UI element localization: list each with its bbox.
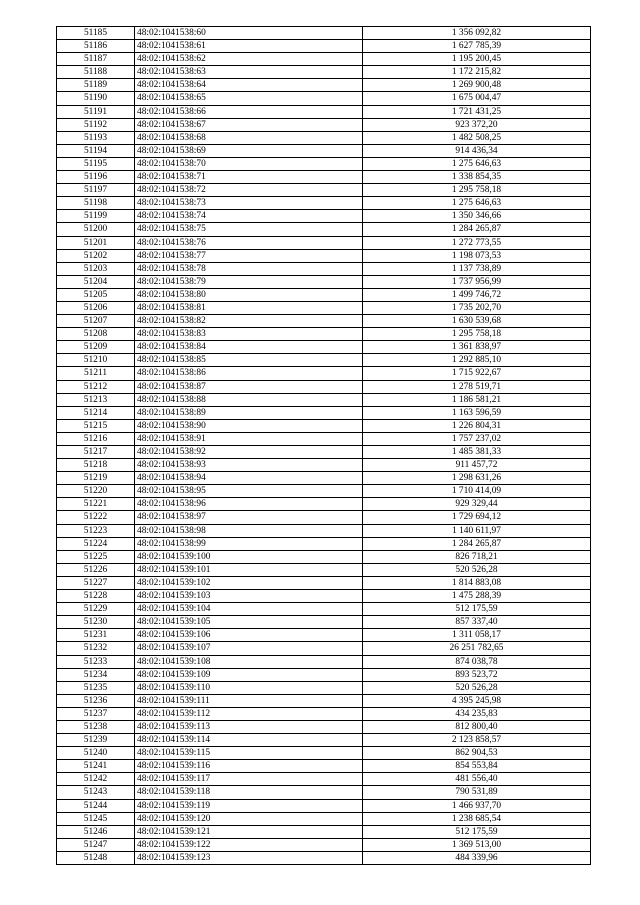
cadastral-number-cell: 48:02:1041538:78 <box>135 262 363 275</box>
cadastral-value-cell: 1 485 381,33 <box>363 446 591 459</box>
table-row <box>57 171 591 184</box>
row-number-cell: 51238 <box>57 720 135 733</box>
cadastral-number-cell: 48:02:1041539:109 <box>135 668 363 681</box>
table-row <box>57 760 591 773</box>
cadastral-value-cell: 1 226 804,31 <box>363 419 591 432</box>
cadastral-number-cell: 48:02:1041539:110 <box>135 681 363 694</box>
cadastral-value-cell: 1 715 922,67 <box>363 367 591 380</box>
table-row <box>57 576 591 589</box>
cadastral-value-cell: 1 356 092,82 <box>363 27 591 40</box>
cadastral-value-cell: 1 284 265,87 <box>363 223 591 236</box>
cadastral-number-cell: 48:02:1041539:121 <box>135 825 363 838</box>
cadastral-number-cell: 48:02:1041539:108 <box>135 655 363 668</box>
row-number-cell: 51199 <box>57 210 135 223</box>
cadastral-value-cell: 484 339,96 <box>363 851 591 864</box>
row-number-cell: 51203 <box>57 262 135 275</box>
cadastral-value-cell: 812 800,40 <box>363 720 591 733</box>
cadastral-number-cell: 48:02:1041539:104 <box>135 603 363 616</box>
table-row <box>57 590 591 603</box>
cadastral-value-cell: 1 466 937,70 <box>363 799 591 812</box>
cadastral-value-cell: 1 499 746,72 <box>363 288 591 301</box>
table-row <box>57 419 591 432</box>
cadastral-number-cell: 48:02:1041538:75 <box>135 223 363 236</box>
cadastral-number-cell: 48:02:1041538:62 <box>135 53 363 66</box>
cadastral-number-cell: 48:02:1041539:100 <box>135 550 363 563</box>
row-number-cell: 51224 <box>57 537 135 550</box>
row-number-cell: 51192 <box>57 118 135 131</box>
cadastral-number-cell: 48:02:1041538:91 <box>135 432 363 445</box>
table-row <box>57 773 591 786</box>
cadastral-value-cell: 1 361 838,97 <box>363 341 591 354</box>
row-number-cell: 51217 <box>57 446 135 459</box>
cadastral-value-cell: 1 369 513,00 <box>363 838 591 851</box>
row-number-cell: 51231 <box>57 629 135 642</box>
cadastral-number-cell: 48:02:1041538:76 <box>135 236 363 249</box>
table-row <box>57 524 591 537</box>
row-number-cell: 51245 <box>57 812 135 825</box>
row-number-cell: 51196 <box>57 171 135 184</box>
cadastral-number-cell: 48:02:1041538:60 <box>135 27 363 40</box>
cadastral-number-cell: 48:02:1041539:103 <box>135 590 363 603</box>
cadastral-number-cell: 48:02:1041538:64 <box>135 79 363 92</box>
cadastral-value-table <box>56 26 591 865</box>
row-number-cell: 51210 <box>57 354 135 367</box>
cadastral-value-cell: 1 195 200,45 <box>363 53 591 66</box>
cadastral-number-cell: 48:02:1041538:83 <box>135 328 363 341</box>
cadastral-number-cell: 48:02:1041538:63 <box>135 66 363 79</box>
cadastral-number-cell: 48:02:1041538:68 <box>135 131 363 144</box>
row-number-cell: 51187 <box>57 53 135 66</box>
row-number-cell: 51200 <box>57 223 135 236</box>
table-row <box>57 498 591 511</box>
cadastral-number-cell: 48:02:1041538:72 <box>135 184 363 197</box>
table-row <box>57 328 591 341</box>
table-body <box>57 27 591 865</box>
table-row <box>57 367 591 380</box>
cadastral-number-cell: 48:02:1041538:87 <box>135 380 363 393</box>
cadastral-number-cell: 48:02:1041538:65 <box>135 92 363 105</box>
table-row <box>57 707 591 720</box>
cadastral-number-cell: 48:02:1041538:98 <box>135 524 363 537</box>
cadastral-value-cell: 1 292 885,10 <box>363 354 591 367</box>
row-number-cell: 51242 <box>57 773 135 786</box>
row-number-cell: 51189 <box>57 79 135 92</box>
cadastral-number-cell: 48:02:1041538:93 <box>135 459 363 472</box>
row-number-cell: 51236 <box>57 694 135 707</box>
table-row <box>57 432 591 445</box>
cadastral-number-cell: 48:02:1041538:82 <box>135 315 363 328</box>
row-number-cell: 51219 <box>57 472 135 485</box>
cadastral-number-cell: 48:02:1041539:113 <box>135 720 363 733</box>
cadastral-number-cell: 48:02:1041538:69 <box>135 144 363 157</box>
table-row <box>57 341 591 354</box>
cadastral-value-cell: 1 272 773,55 <box>363 236 591 249</box>
table-row <box>57 393 591 406</box>
table-row <box>57 301 591 314</box>
cadastral-number-cell: 48:02:1041539:119 <box>135 799 363 812</box>
cadastral-number-cell: 48:02:1041539:115 <box>135 747 363 760</box>
cadastral-value-cell: 1 338 854,35 <box>363 171 591 184</box>
table-row <box>57 629 591 642</box>
cadastral-value-cell: 893 523,72 <box>363 668 591 681</box>
table-row <box>57 511 591 524</box>
cadastral-number-cell: 48:02:1041538:73 <box>135 197 363 210</box>
table-row <box>57 92 591 105</box>
row-number-cell: 51233 <box>57 655 135 668</box>
row-number-cell: 51246 <box>57 825 135 838</box>
cadastral-value-cell: 512 175,59 <box>363 825 591 838</box>
row-number-cell: 51244 <box>57 799 135 812</box>
cadastral-number-cell: 48:02:1041538:88 <box>135 393 363 406</box>
table-row <box>57 799 591 812</box>
cadastral-value-cell: 874 038,78 <box>363 655 591 668</box>
row-number-cell: 51197 <box>57 184 135 197</box>
row-number-cell: 51215 <box>57 419 135 432</box>
row-number-cell: 51201 <box>57 236 135 249</box>
table-row <box>57 642 591 655</box>
cadastral-value-cell: 1 172 215,82 <box>363 66 591 79</box>
table-row <box>57 262 591 275</box>
row-number-cell: 51222 <box>57 511 135 524</box>
cadastral-value-cell: 1 757 237,02 <box>363 432 591 445</box>
cadastral-value-cell: 434 235,83 <box>363 707 591 720</box>
row-number-cell: 51213 <box>57 393 135 406</box>
table-row <box>57 197 591 210</box>
cadastral-number-cell: 48:02:1041538:85 <box>135 354 363 367</box>
cadastral-number-cell: 48:02:1041538:81 <box>135 301 363 314</box>
cadastral-value-cell: 520 526,28 <box>363 563 591 576</box>
table-row <box>57 223 591 236</box>
table-row <box>57 105 591 118</box>
cadastral-number-cell: 48:02:1041538:96 <box>135 498 363 511</box>
cadastral-value-cell: 1 298 631,26 <box>363 472 591 485</box>
cadastral-value-cell: 1 295 758,18 <box>363 184 591 197</box>
cadastral-number-cell: 48:02:1041538:70 <box>135 157 363 170</box>
cadastral-value-cell: 1 482 508,25 <box>363 131 591 144</box>
cadastral-value-cell: 1 735 202,70 <box>363 301 591 314</box>
table-row <box>57 249 591 262</box>
cadastral-value-cell: 1 729 694,12 <box>363 511 591 524</box>
cadastral-number-cell: 48:02:1041538:97 <box>135 511 363 524</box>
cadastral-value-cell: 911 457,72 <box>363 459 591 472</box>
table-row <box>57 681 591 694</box>
cadastral-number-cell: 48:02:1041538:71 <box>135 171 363 184</box>
table-row <box>57 812 591 825</box>
cadastral-value-cell: 512 175,59 <box>363 603 591 616</box>
table-row <box>57 563 591 576</box>
row-number-cell: 51234 <box>57 668 135 681</box>
table-row <box>57 144 591 157</box>
cadastral-value-cell: 2 123 858,57 <box>363 734 591 747</box>
table-row <box>57 734 591 747</box>
row-number-cell: 51195 <box>57 157 135 170</box>
table-row <box>57 825 591 838</box>
table-row <box>57 157 591 170</box>
row-number-cell: 51237 <box>57 707 135 720</box>
table-row <box>57 851 591 864</box>
cadastral-number-cell: 48:02:1041538:92 <box>135 446 363 459</box>
row-number-cell: 51226 <box>57 563 135 576</box>
cadastral-number-cell: 48:02:1041539:116 <box>135 760 363 773</box>
table-row <box>57 747 591 760</box>
table-row <box>57 550 591 563</box>
cadastral-value-cell: 1 295 758,18 <box>363 328 591 341</box>
row-number-cell: 51218 <box>57 459 135 472</box>
row-number-cell: 51191 <box>57 105 135 118</box>
cadastral-number-cell: 48:02:1041538:74 <box>135 210 363 223</box>
cadastral-value-cell: 1 140 611,97 <box>363 524 591 537</box>
table-row <box>57 354 591 367</box>
cadastral-value-cell: 1 275 646,63 <box>363 157 591 170</box>
row-number-cell: 51193 <box>57 131 135 144</box>
row-number-cell: 51204 <box>57 275 135 288</box>
row-number-cell: 51229 <box>57 603 135 616</box>
cadastral-number-cell: 48:02:1041538:90 <box>135 419 363 432</box>
row-number-cell: 51239 <box>57 734 135 747</box>
row-number-cell: 51194 <box>57 144 135 157</box>
cadastral-number-cell: 48:02:1041539:114 <box>135 734 363 747</box>
cadastral-value-cell: 1 630 539,68 <box>363 315 591 328</box>
row-number-cell: 51190 <box>57 92 135 105</box>
row-number-cell: 51209 <box>57 341 135 354</box>
cadastral-value-cell: 1 814 883,08 <box>363 576 591 589</box>
cadastral-value-cell: 520 526,28 <box>363 681 591 694</box>
cadastral-value-cell: 1 710 414,09 <box>363 485 591 498</box>
cadastral-value-cell: 914 436,34 <box>363 144 591 157</box>
cadastral-value-cell: 1 350 346,66 <box>363 210 591 223</box>
cadastral-value-cell: 481 556,40 <box>363 773 591 786</box>
cadastral-number-cell: 48:02:1041539:122 <box>135 838 363 851</box>
row-number-cell: 51212 <box>57 380 135 393</box>
cadastral-value-cell: 26 251 782,65 <box>363 642 591 655</box>
cadastral-value-cell: 1 278 519,71 <box>363 380 591 393</box>
row-number-cell: 51227 <box>57 576 135 589</box>
table-row <box>57 79 591 92</box>
table-row <box>57 720 591 733</box>
row-number-cell: 51186 <box>57 40 135 53</box>
cadastral-number-cell: 48:02:1041538:99 <box>135 537 363 550</box>
row-number-cell: 51208 <box>57 328 135 341</box>
row-number-cell: 51188 <box>57 66 135 79</box>
cadastral-value-cell: 826 718,21 <box>363 550 591 563</box>
cadastral-value-cell: 790 531,89 <box>363 786 591 799</box>
cadastral-value-cell: 923 372,20 <box>363 118 591 131</box>
table-row <box>57 27 591 40</box>
table-row <box>57 380 591 393</box>
table-row <box>57 655 591 668</box>
cadastral-number-cell: 48:02:1041539:118 <box>135 786 363 799</box>
cadastral-number-cell: 48:02:1041539:120 <box>135 812 363 825</box>
table-row <box>57 288 591 301</box>
cadastral-value-cell: 929 329,44 <box>363 498 591 511</box>
table-row <box>57 40 591 53</box>
row-number-cell: 51235 <box>57 681 135 694</box>
row-number-cell: 51241 <box>57 760 135 773</box>
table-row <box>57 315 591 328</box>
cadastral-number-cell: 48:02:1041539:123 <box>135 851 363 864</box>
cadastral-number-cell: 48:02:1041538:84 <box>135 341 363 354</box>
cadastral-number-cell: 48:02:1041539:117 <box>135 773 363 786</box>
cadastral-number-cell: 48:02:1041538:61 <box>135 40 363 53</box>
table-row <box>57 118 591 131</box>
cadastral-number-cell: 48:02:1041538:77 <box>135 249 363 262</box>
row-number-cell: 51214 <box>57 406 135 419</box>
row-number-cell: 51211 <box>57 367 135 380</box>
cadastral-value-cell: 1 238 685,54 <box>363 812 591 825</box>
row-number-cell: 51206 <box>57 301 135 314</box>
table-row <box>57 184 591 197</box>
cadastral-number-cell: 48:02:1041538:86 <box>135 367 363 380</box>
row-number-cell: 51216 <box>57 432 135 445</box>
cadastral-number-cell: 48:02:1041538:80 <box>135 288 363 301</box>
cadastral-number-cell: 48:02:1041539:112 <box>135 707 363 720</box>
row-number-cell: 51202 <box>57 249 135 262</box>
cadastral-value-cell: 1 198 073,53 <box>363 249 591 262</box>
cadastral-value-cell: 1 269 900,48 <box>363 79 591 92</box>
cadastral-number-cell: 48:02:1041538:79 <box>135 275 363 288</box>
table-row <box>57 131 591 144</box>
cadastral-value-cell: 1 675 004,47 <box>363 92 591 105</box>
cadastral-value-cell: 1 721 431,25 <box>363 105 591 118</box>
table-row <box>57 485 591 498</box>
row-number-cell: 51207 <box>57 315 135 328</box>
row-number-cell: 51225 <box>57 550 135 563</box>
cadastral-value-cell: 1 475 288,39 <box>363 590 591 603</box>
cadastral-value-cell: 857 337,40 <box>363 616 591 629</box>
cadastral-value-cell: 1 137 738,89 <box>363 262 591 275</box>
row-number-cell: 51230 <box>57 616 135 629</box>
table-row <box>57 603 591 616</box>
cadastral-number-cell: 48:02:1041538:66 <box>135 105 363 118</box>
cadastral-number-cell: 48:02:1041539:106 <box>135 629 363 642</box>
cadastral-value-cell: 862 904,53 <box>363 747 591 760</box>
row-number-cell: 51240 <box>57 747 135 760</box>
table-row <box>57 446 591 459</box>
cadastral-number-cell: 48:02:1041538:95 <box>135 485 363 498</box>
row-number-cell: 51228 <box>57 590 135 603</box>
table-row <box>57 616 591 629</box>
table-row <box>57 236 591 249</box>
table-row <box>57 66 591 79</box>
cadastral-value-cell: 1 737 956,99 <box>363 275 591 288</box>
cadastral-value-cell: 854 553,84 <box>363 760 591 773</box>
table-row <box>57 53 591 66</box>
table-row <box>57 275 591 288</box>
row-number-cell: 51185 <box>57 27 135 40</box>
cadastral-value-cell: 1 311 058,17 <box>363 629 591 642</box>
cadastral-number-cell: 48:02:1041539:107 <box>135 642 363 655</box>
cadastral-number-cell: 48:02:1041539:101 <box>135 563 363 576</box>
cadastral-number-cell: 48:02:1041539:111 <box>135 694 363 707</box>
table-row <box>57 210 591 223</box>
cadastral-value-cell: 1 275 646,63 <box>363 197 591 210</box>
table-row <box>57 668 591 681</box>
table-row <box>57 537 591 550</box>
row-number-cell: 51232 <box>57 642 135 655</box>
row-number-cell: 51243 <box>57 786 135 799</box>
row-number-cell: 51198 <box>57 197 135 210</box>
cadastral-value-cell: 1 163 596,59 <box>363 406 591 419</box>
row-number-cell: 51248 <box>57 851 135 864</box>
table-row <box>57 694 591 707</box>
cadastral-value-cell: 1 186 581,21 <box>363 393 591 406</box>
cadastral-value-cell: 1 284 265,87 <box>363 537 591 550</box>
cadastral-number-cell: 48:02:1041538:67 <box>135 118 363 131</box>
cadastral-number-cell: 48:02:1041539:105 <box>135 616 363 629</box>
row-number-cell: 51205 <box>57 288 135 301</box>
table-row <box>57 472 591 485</box>
row-number-cell: 51220 <box>57 485 135 498</box>
cadastral-number-cell: 48:02:1041539:102 <box>135 576 363 589</box>
row-number-cell: 51223 <box>57 524 135 537</box>
table-row <box>57 459 591 472</box>
cadastral-number-cell: 48:02:1041538:94 <box>135 472 363 485</box>
row-number-cell: 51221 <box>57 498 135 511</box>
table-row <box>57 838 591 851</box>
cadastral-value-cell: 4 395 245,98 <box>363 694 591 707</box>
table-row <box>57 406 591 419</box>
cadastral-number-cell: 48:02:1041538:89 <box>135 406 363 419</box>
cadastral-value-cell: 1 627 785,39 <box>363 40 591 53</box>
row-number-cell: 51247 <box>57 838 135 851</box>
table-row <box>57 786 591 799</box>
